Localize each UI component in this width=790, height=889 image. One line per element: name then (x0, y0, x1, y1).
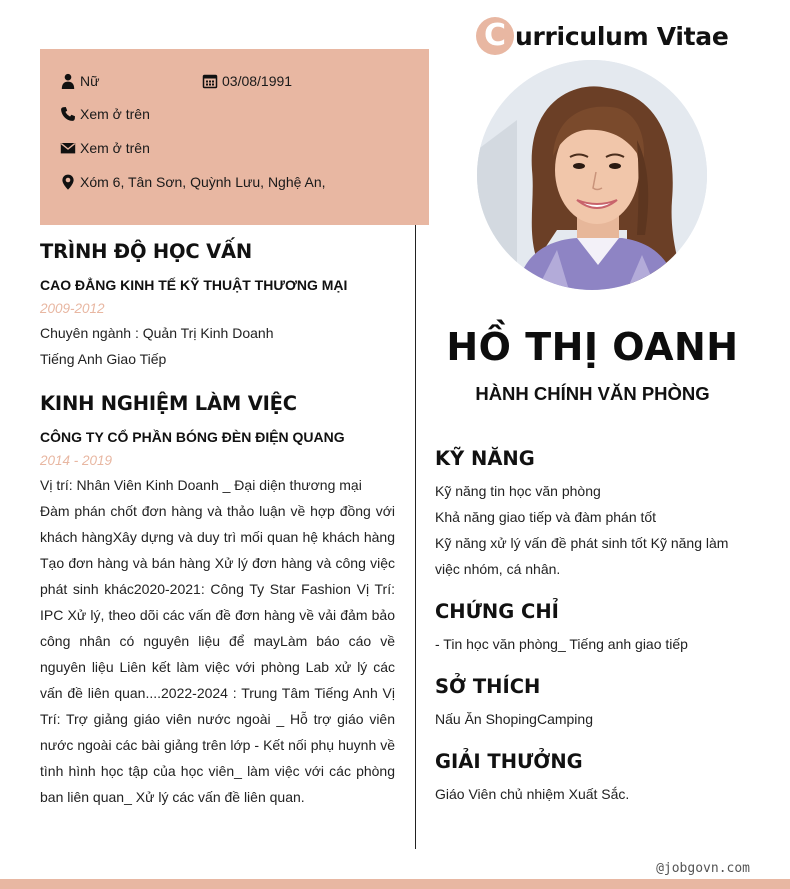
certificates-section (435, 600, 735, 657)
gender-value: Nữ (80, 73, 100, 89)
column-divider (415, 225, 416, 849)
phone-value: Xem ở trên (80, 106, 150, 122)
phone-icon (60, 106, 76, 122)
certificates-title: CHỨNG CHỈ (435, 600, 559, 623)
education-school: CAO ĐẲNG KINH TẾ KỸ THUẬT THƯƠNG MẠI (40, 277, 348, 293)
candidate-job-title: HÀNH CHÍNH VĂN PHÒNG (475, 383, 710, 404)
email-value: Xem ở trên (80, 140, 150, 156)
email-row (60, 140, 150, 156)
hobbies-title: SỞ THÍCH (435, 675, 541, 698)
experience-period: 2014 - 2019 (40, 453, 113, 468)
skills-section (435, 447, 735, 582)
skill-item: Kỹ năng xử lý vấn đề phát sinh tốt Kỹ năng làm việc nhóm, cá nhân. (435, 535, 729, 577)
address-value: Xóm 6, Tân Sơn, Quỳnh Lưu, Nghệ An, (80, 174, 326, 190)
gender-row (60, 73, 99, 89)
left-column (40, 240, 395, 810)
education-title: TRÌNH ĐỘ HỌC VẤN (40, 240, 253, 263)
cv-logo-text: urriculum Vitae (515, 21, 729, 51)
footer-bar (0, 879, 790, 889)
person-icon (60, 73, 76, 89)
cv-logo-letter: C (476, 17, 514, 55)
experience-description: Đàm phán chốt đơn hàng và thảo luận về hợp đồng với khách hàngXây dựng và duy trì mối quan hệ khách hàng Tạo đơn hàng và bán hàng Xử lý đơn hàng và công việc phát sinh khác2020-2021: Công Ty Star Fashion Vị Trí: IPC Xử lý, theo dõi các vấn đề đơn hàng về vải đảm bảo công nhân có nguyên liệu để mayLàm báo cáo về nguyên liệu Liên kết làm việc với phòng Lab xử lý các vấn đề liên quan....2022-2024 : Trung Tâm Tiếng Anh Vị Trí: Trợ giảng giáo viên nước ngoài _ Hỗ trợ giáo viên nước ngoài các bài giảng trên lớp - Kết nối phụ huynh về tình hình học tập của học viên_ làm việc với các phòng ban liên quan_ Xử lý các vấn đề liên quan. (40, 503, 395, 805)
experience-title: KINH NGHIỆM LÀM VIỆC (40, 392, 297, 415)
right-column (435, 447, 735, 825)
education-line: Tiếng Anh Giao Tiếp (40, 351, 167, 367)
profile-photo (477, 60, 707, 290)
education-line: Chuyên ngành : Quản Trị Kinh Doanh (40, 325, 274, 341)
watermark-text: @jobgovn.com (656, 861, 750, 876)
education-period: 2009-2012 (40, 301, 105, 316)
phone-row (60, 106, 150, 122)
award-item: Giáo Viên chủ nhiệm Xuất Sắc. (435, 786, 630, 802)
skills-title: KỸ NĂNG (435, 447, 535, 470)
awards-section (435, 750, 735, 807)
certificate-item: - Tin học văn phòng_ Tiếng anh giao tiếp (435, 636, 688, 652)
mail-icon (60, 140, 76, 156)
portrait-illustration (477, 60, 707, 290)
experience-position: Vị trí: Nhân Viên Kinh Doanh _ Đại diện thương mại (40, 477, 362, 493)
address-row (60, 174, 326, 190)
experience-section (40, 392, 395, 810)
hobby-item: Nấu Ăn ShopingCamping (435, 711, 593, 727)
skill-item: Khả năng giao tiếp và đàm phán tốt (435, 509, 657, 525)
awards-title: GIẢI THƯỞNG (435, 750, 583, 773)
birthdate-value: 03/08/1991 (222, 73, 293, 89)
birthdate-row (202, 73, 292, 89)
calendar-icon (202, 73, 218, 89)
cv-logo (476, 17, 729, 55)
hobbies-section (435, 675, 735, 732)
candidate-name: HỒ THỊ OANH (446, 325, 739, 369)
education-section (40, 240, 395, 372)
experience-company: CÔNG TY CỔ PHẦN BÓNG ĐÈN ĐIỆN QUANG (40, 429, 345, 445)
contact-info-box (40, 49, 429, 225)
location-pin-icon (60, 174, 76, 190)
skill-item: Kỹ năng tin học văn phòng (435, 483, 601, 499)
